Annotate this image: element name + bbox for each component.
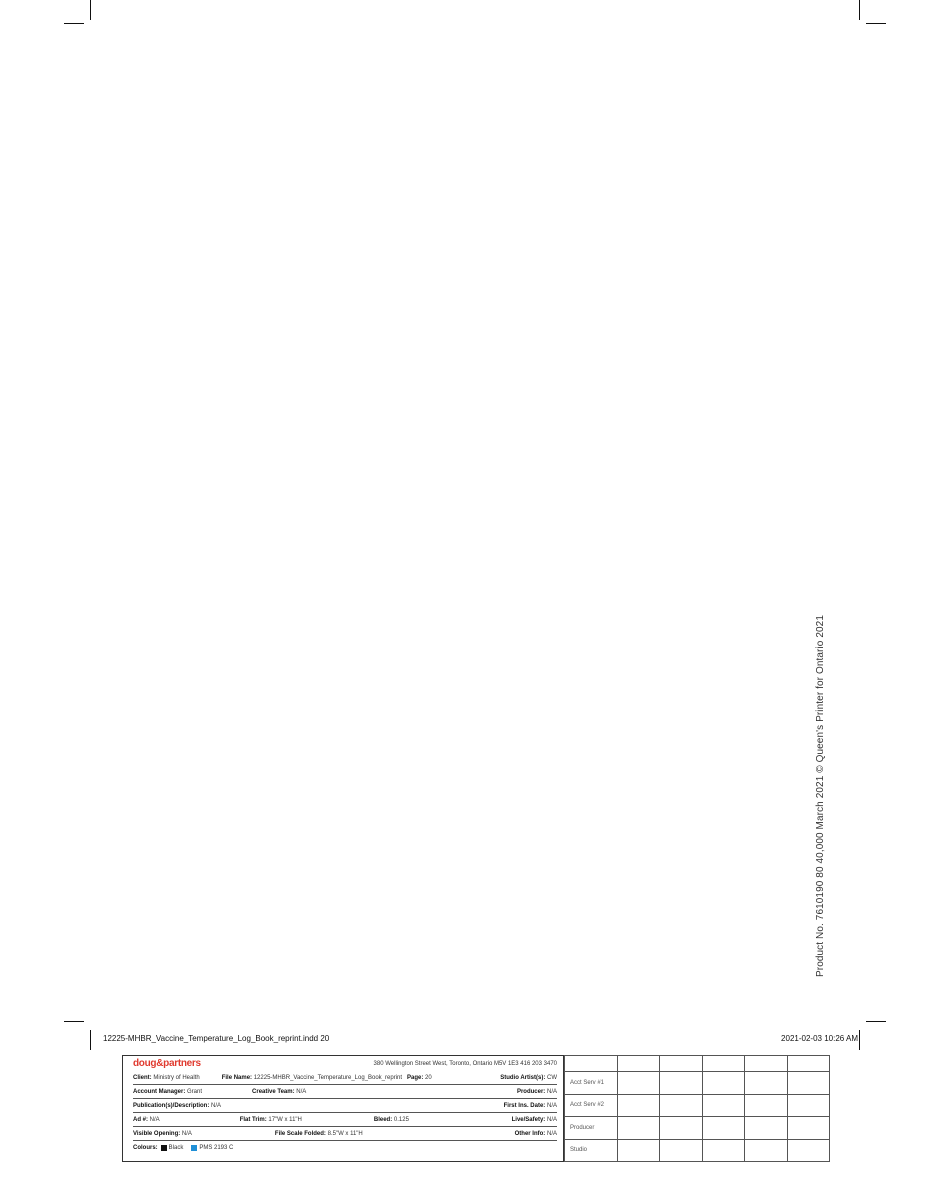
file-scale-label: File Scale Folded:: [274, 1130, 326, 1137]
file-name-label: File Name:: [221, 1074, 253, 1081]
slug-filename: 12225-MHBR_Vaccine_Temperature_Log_Book_reprint.indd 20: [103, 1034, 330, 1043]
crop-mark-top-right-v: [859, 0, 860, 20]
approval-sign-cell[interactable]: [745, 1094, 787, 1117]
approval-sign-cell[interactable]: [787, 1094, 829, 1117]
live-safety-value: N/A: [546, 1116, 557, 1123]
job-info-header: [133, 1056, 557, 1071]
flat-trim-value: 17"W x 11"H: [268, 1116, 302, 1123]
approval-sign-cell[interactable]: [618, 1072, 660, 1095]
approval-sign-cell[interactable]: [660, 1117, 702, 1140]
file-scale-value: 8.5"W x 11"H: [327, 1130, 363, 1137]
approval-sign-cell[interactable]: [702, 1117, 744, 1140]
crop-mark-bottom-right-h: [866, 1021, 886, 1022]
crop-mark-top-right-h: [866, 23, 886, 24]
first-ins-date-value: N/A: [546, 1102, 557, 1109]
job-info-box: [122, 1055, 564, 1162]
colour-2-value: PMS 2193 C: [199, 1144, 234, 1151]
approval-header-cell: [660, 1056, 702, 1072]
client-value: Ministry of Health: [153, 1074, 200, 1081]
approval-role-label: Acct Serv #1: [565, 1072, 618, 1095]
approval-sign-cell[interactable]: [702, 1139, 744, 1162]
approval-row-acct-serv-2: [565, 1094, 830, 1117]
approval-sign-cell[interactable]: [787, 1072, 829, 1095]
approval-sign-cell[interactable]: [702, 1094, 744, 1117]
live-safety-label: Live/Safety:: [511, 1116, 546, 1123]
approval-header-cell: [565, 1056, 618, 1072]
creative-team-label: Creative Team:: [252, 1088, 295, 1095]
publication-label: Publication(s)/Description:: [133, 1102, 210, 1109]
studio-artist-value: CW: [547, 1074, 557, 1081]
job-row-account: [133, 1085, 557, 1099]
colours-label: Colours:: [133, 1144, 158, 1151]
approval-sign-cell[interactable]: [618, 1094, 660, 1117]
approval-sign-cell[interactable]: [745, 1139, 787, 1162]
approval-sign-cell[interactable]: [745, 1117, 787, 1140]
crop-mark-bottom-right-v: [859, 1030, 860, 1050]
approval-header-row: [565, 1056, 830, 1072]
job-row-visible: [133, 1127, 557, 1141]
approval-sign-cell[interactable]: [618, 1139, 660, 1162]
colour-1-value: Black: [168, 1144, 184, 1151]
first-ins-date-label: First Ins. Date:: [503, 1102, 546, 1109]
approval-sign-cell[interactable]: [702, 1072, 744, 1095]
visible-opening-label: Visible Opening:: [133, 1130, 181, 1137]
approval-sign-cell[interactable]: [618, 1117, 660, 1140]
approval-row-producer: [565, 1117, 830, 1140]
producer-label: Producer:: [516, 1088, 546, 1095]
job-row-ad: [133, 1113, 557, 1127]
approval-sign-cell[interactable]: [660, 1139, 702, 1162]
crop-mark-bottom-left-v: [90, 1030, 91, 1050]
agency-address: 380 Wellington Street West, Toronto, Ontario M5V 1E3 416 203 3470: [373, 1060, 557, 1067]
approval-grid: [564, 1055, 830, 1162]
studio-artist-label: Studio Artist(s):: [500, 1074, 546, 1081]
visible-opening-value: N/A: [181, 1130, 192, 1137]
page-label: Page:: [407, 1074, 424, 1081]
flat-trim-label: Flat Trim:: [239, 1116, 267, 1123]
approval-sign-cell[interactable]: [787, 1117, 829, 1140]
approval-role-label: Acct Serv #2: [565, 1094, 618, 1117]
approval-row-acct-serv-1: [565, 1072, 830, 1095]
job-row-colours: [133, 1141, 557, 1154]
approval-row-studio: [565, 1139, 830, 1162]
pms-swatch-icon: [191, 1145, 197, 1151]
publication-value: N/A: [211, 1102, 222, 1109]
bleed-label: Bleed:: [373, 1116, 393, 1123]
account-manager-value: Grant: [187, 1088, 203, 1095]
crop-mark-bottom-left-h: [64, 1021, 84, 1022]
crop-mark-top-left-v: [90, 0, 91, 20]
approval-sign-cell[interactable]: [787, 1139, 829, 1162]
ad-number-value: N/A: [149, 1116, 160, 1123]
producer-value: N/A: [546, 1088, 557, 1095]
approval-header-cell: [702, 1056, 744, 1072]
other-info-value: N/A: [546, 1130, 557, 1137]
approval-sign-cell[interactable]: [745, 1072, 787, 1095]
slug-datetime: 2021-02-03 10:26 AM: [781, 1034, 858, 1043]
approval-header-cell: [787, 1056, 829, 1072]
account-manager-label: Account Manager:: [133, 1088, 186, 1095]
approval-sign-cell[interactable]: [660, 1072, 702, 1095]
agency-logo: doug&partners: [133, 1058, 201, 1069]
product-number-note: Product No. 7610190 80 40,000 March 2021 © Queen's Printer for Ontario 2021: [815, 615, 826, 977]
approval-role-label: Studio: [565, 1139, 618, 1162]
other-info-label: Other Info:: [514, 1130, 546, 1137]
bleed-value: 0.125: [393, 1116, 409, 1123]
file-name-value: 12225-MHBR_Vaccine_Temperature_Log_Book_reprint: [253, 1074, 403, 1081]
creative-team-value: N/A: [296, 1088, 307, 1095]
ad-number-label: Ad #:: [133, 1116, 148, 1123]
job-row-client: [133, 1071, 557, 1085]
approval-sign-cell[interactable]: [660, 1094, 702, 1117]
approval-header-cell: [618, 1056, 660, 1072]
client-label: Client:: [133, 1074, 152, 1081]
black-swatch-icon: [161, 1145, 167, 1151]
page-value: 20: [425, 1074, 432, 1081]
approval-role-label: Producer: [565, 1117, 618, 1140]
approval-header-cell: [745, 1056, 787, 1072]
job-row-publication: [133, 1099, 557, 1113]
crop-mark-top-left-h: [64, 23, 84, 24]
